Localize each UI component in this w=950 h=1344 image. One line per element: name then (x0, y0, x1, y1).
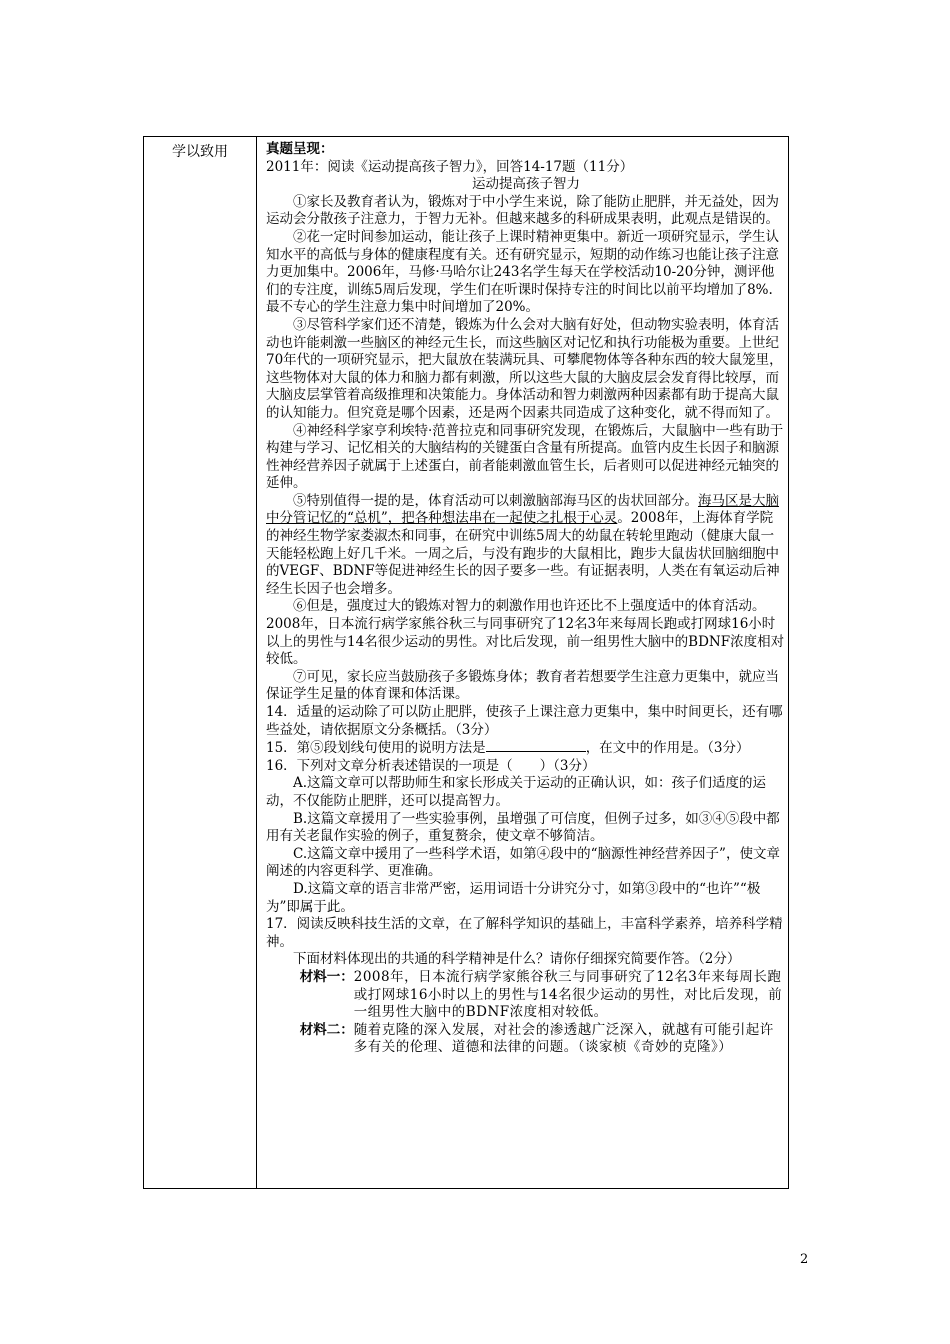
page-number: 2 (800, 1252, 809, 1267)
underlined-sentence: 海马区是大脑中分管记忆的“总机”，把各种想法串在一起使之扎根于心灵 (266, 492, 779, 527)
question-15-start: 15．第⑤段划线句使用的说明方法是 (266, 740, 486, 757)
option-d: D.这篇文章的语言非常严密，运用词语十分讲究分寸，如第③段中的“也许”“极为”即属于此。 (266, 880, 761, 915)
paragraph-7: ⑦可见，家长应当鼓励孩子多锻炼身体；教育者若想要学生注意力更集中，就应当保证学生足量的体育课和体活课。 (266, 668, 779, 703)
option-c: C.这篇文章中援用了一些科学术语，如第④段中的“脑源性神经营养因子”，使文章阐述的内容更科学、更准确。 (266, 845, 780, 880)
article-title: 运动提高孩子智力 (472, 176, 580, 193)
material-1-label: 材料一： (299, 968, 354, 985)
question-15 (266, 739, 786, 758)
paragraph-6: ⑥但是，强度过大的锻炼对智力的刺激作用也许还比不上强度适中的体育活动。2008年，日本流行病学家熊谷秋三与同事研究了12名3年来每周长跑或打网球16小时以上的男性与14名很少运动的男性。对比后发现，前一组男性大脑中的BDNF浓度相对较低。 (266, 598, 785, 668)
content-table (143, 136, 789, 1189)
material-1-text: 2008年，日本流行病学家熊谷秋三与同事研究了12名3年来每周长跑或打网球16小时以上的男性与14名很少运动的男性，对比后发现，前一组男性大脑中的BDNF浓度相对较低。 (353, 968, 783, 1021)
section-heading: 真题呈现： (266, 141, 334, 157)
material-2 (266, 1022, 786, 1057)
material-1 (266, 969, 786, 1022)
paragraph-1: ①家长及教育者认为，锻炼对于中小学生来说，除了能防止肥胖，并无益处，因为运动会分散孩子注意力，于智力无补。但越来越多的科研成果表明，此观点是错误的。 (266, 193, 779, 228)
paragraph-3: ③尽管科学家们还不清楚，锻炼为什么会对大脑有好处，但动物实验表明，体育活动也许能刺激一些脑区的神经元生长，而这些脑区对记忆和执行功能极为重要。上世纪70年代的一项研究显示，把大鼠放在装满玩具、可攀爬物体等各种东西的较大鼠笼里，这些物体对大鼠的体力和脑力都有刺激，所以这些大鼠的大脑皮层会发育得比较厚，而大脑皮层掌管着高级推理和决策能力。身体活动和智力刺激两种因素都有助于提高大鼠的认知能力。但究竟是哪个因素，还是两个因素共同造成了这种变化，就不得而知了。 (266, 316, 783, 421)
question-17: 17．阅读反映科技生活的文章，在了解科学知识的基础上，丰富科学素养，培养科学精神。 (266, 916, 783, 950)
paragraph-4: ④神经科学家亨利埃特·范普拉克和同事研究发现，在锻炼后，大鼠脑中一些有助于构建与学习、记忆相关的大脑结构的关键蛋白含量有所提高。血管内皮生长因子和脑源性神经营养因子就属于上述蛋白，前者能刺激血管生长，后者则可以促进神经元轴突的延伸。 (266, 422, 784, 492)
content-cell (266, 141, 786, 1057)
question-14: 14．适量的运动除了可以防止肥胖，使孩子上课注意力更集中，集中时间更长，还有哪些益处，请依据原文分条概括。（3分） (266, 704, 783, 738)
answer-blank (486, 739, 586, 752)
column-divider (256, 137, 257, 1188)
question-16: 16．下列对文章分析表述错误的一项是（ ）（3分） (266, 757, 596, 774)
material-2-label: 材料二： (299, 1021, 354, 1038)
option-b: B.这篇文章援用了一些实验事例，虽增强了可信度，但例子过多，如③④⑤段中都用有关老鼠作实验的例子，重复赘余，使文章不够简洁。 (266, 810, 780, 845)
row-label: 学以致用 (172, 144, 228, 160)
paragraph-5 (266, 493, 786, 599)
material-2-text: 随着克隆的深入发展，对社会的渗透越广泛深入，就越有可能引起许多有关的伦理、道德和法律的问题。（谈家桢《奇妙的克隆》） (353, 1021, 774, 1056)
question-17-prompt: 下面材料体现出的共通的科学精神是什么？请你仔细探究简要作答。（2分） (293, 951, 741, 968)
option-a: A.这篇文章可以帮助师生和家长形成关于运动的正确认识，如：孩子们适度的运动，不仅能防止肥胖，还可以提高智力。 (266, 775, 767, 809)
question-intro: 2011年：阅读《运动提高孩子智力》，回答14-17题（11分） (266, 158, 634, 175)
paragraph-5-end: 。2008年，上海体育学院的神经生物学家娄淑杰和同事，在研究中训练5周大的幼鼠在转轮里跑动（健康大鼠一天能轻松跑上好几千米。一周之后，与没有跑步的大鼠相比，跑步大鼠齿状回脑细胞中的VEGF、BDNF等促进神经生长的因子要多一些。有证据表明，人类在有氧运动后神经生长因子也会增多。 (266, 510, 780, 597)
question-15-end: ，在文中的作用是。（3分） (585, 740, 750, 757)
paragraph-5-start: ⑤特别值得一提的是，体育活动可以刺激脑部海马区的齿状回部分。 (293, 492, 698, 509)
paragraph-2: ②花一定时间参加运动，能让孩子上课时精神更集中。新近一项研究显示，学生认知水平的高低与身体的健康程度有关。还有研究显示，短期的动作练习也能让孩子注意力更加集中。2006年，马修·马哈尔让243名学生每天在学校活动10-20分钟，测评他们的专注度，训练5周后发现，学生们在听课时保持专注的时间比以前平均增加了8%.最不专心的学生注意力集中时间增加了20%。 (266, 228, 779, 316)
